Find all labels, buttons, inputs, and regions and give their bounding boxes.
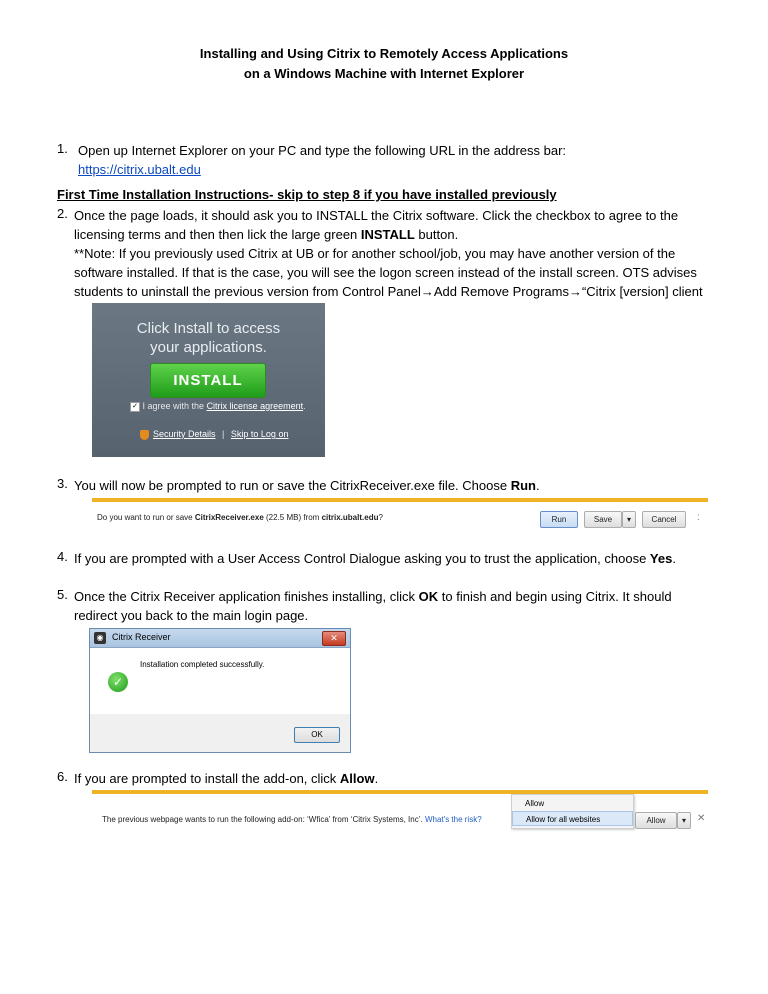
step6-number: 6. xyxy=(57,769,68,784)
step6-allow-bold: Allow xyxy=(339,771,375,786)
step4-text xyxy=(74,549,714,568)
license-agree-row xyxy=(130,401,306,412)
step1-instruction: Open up Internet Explorer on your PC and type the following URL in the address bar: xyxy=(78,143,567,158)
chevron-down-icon: ▾ xyxy=(681,816,686,825)
step5-text xyxy=(74,587,714,625)
license-checkbox[interactable]: ✓ xyxy=(130,402,140,412)
step6-text xyxy=(74,769,714,788)
run-button[interactable]: Run xyxy=(540,511,578,528)
skip-to-logon-link[interactable]: Skip to Log on xyxy=(230,429,289,439)
whats-the-risk-link[interactable]: What's the risk? xyxy=(425,815,482,824)
menu-item-allow[interactable]: Allow xyxy=(525,799,545,808)
citrix-logo-icon: ◉ xyxy=(94,632,106,644)
step5-ok-bold: OK xyxy=(418,589,439,604)
save-dropdown-button[interactable] xyxy=(622,511,636,528)
step4-text-a: If you are prompted with a User Access Control Dialogue asking you to trust the application, choose xyxy=(74,551,650,566)
link-divider: | xyxy=(222,429,225,439)
download-filename: CitrixReceiver.exe xyxy=(194,513,264,522)
menu-item-allow-all[interactable]: Allow for all websites xyxy=(512,811,633,826)
cancel-button[interactable]: Cancel xyxy=(642,511,686,528)
download-q-a: Do you want to run or save xyxy=(97,513,195,522)
install-button[interactable]: INSTALL xyxy=(150,363,266,398)
download-question xyxy=(97,513,383,522)
step1-number: 1. xyxy=(57,141,68,156)
step5-number: 5. xyxy=(57,587,68,602)
step3-text xyxy=(74,476,714,495)
dialog-titlebar xyxy=(90,629,350,648)
step2-text-a: Once the page loads, it should ask you to INSTALL the Citrix software. Click the checkbox to agree to the licensing terms and then then lick the large green xyxy=(74,208,679,242)
doc-title-line1: Installing and Using Citrix to Remotely Access Applications xyxy=(199,46,569,61)
allow-dropdown-button[interactable] xyxy=(677,812,691,829)
dialog-message: Installation completed successfully. xyxy=(140,660,265,669)
ie-addon-bar-screenshot xyxy=(92,790,708,834)
first-time-install-heading: First Time Installation Instructions- skip to step 8 if you have installed previously xyxy=(57,187,557,202)
security-links xyxy=(140,429,288,440)
step3-run-bold: Run xyxy=(510,478,536,493)
download-q-c: ? xyxy=(378,513,383,522)
install-heading: Click Install to access your applications. xyxy=(136,320,281,356)
doc-title-line2: on a Windows Machine with Internet Explorer xyxy=(243,66,525,81)
step4-yes-bold: Yes xyxy=(649,551,673,566)
step6-text-a: If you are prompted to install the add-on, click xyxy=(74,771,340,786)
chevron-down-icon: ▾ xyxy=(626,515,631,524)
close-icon[interactable]: : xyxy=(697,512,700,523)
step5-text-b: to finish and begin using Citrix. It should redirect you back to the main login page. xyxy=(74,589,672,623)
step3-text-a: You will now be prompted to run or save the CitrixReceiver.exe file. Choose xyxy=(74,478,511,493)
save-button[interactable]: Save xyxy=(584,511,622,528)
step4-end: . xyxy=(672,551,676,566)
dialog-close-icon[interactable]: ✕ xyxy=(322,631,346,646)
allow-button[interactable]: Allow xyxy=(635,812,677,829)
step3-number: 3. xyxy=(57,476,68,491)
shield-icon xyxy=(140,430,149,440)
close-icon[interactable]: ✕ xyxy=(697,813,706,824)
dialog-ok-button[interactable]: OK xyxy=(294,727,340,743)
step2-install-bold: INSTALL xyxy=(360,227,415,242)
success-check-icon: ✓ xyxy=(108,672,128,692)
allow-dropdown-menu xyxy=(511,794,634,829)
download-q-b: (22.5 MB) from xyxy=(263,513,322,522)
dialog-body xyxy=(90,648,350,714)
step2-number: 2. xyxy=(57,206,68,221)
citrix-install-screenshot xyxy=(92,303,325,457)
step4-number: 4. xyxy=(57,549,68,564)
agree-suffix: . xyxy=(303,401,306,411)
citrix-url-link[interactable]: https://citrix.ubalt.edu xyxy=(78,162,201,177)
ie-download-bar-screenshot xyxy=(92,498,708,534)
step2-note: **Note: If you previously used Citrix at UB or for another school/job, you may have another version of the software installed. If that is the case, you will see the logon screen instead of the install screen. OTS advises students to uninstall the previous version from Control Panel→Add Remove Programs→“Citrix [version] client xyxy=(74,246,703,299)
agree-prefix: I agree with the xyxy=(142,401,207,411)
license-agreement-link[interactable]: Citrix license agreement xyxy=(206,401,304,411)
step3-end: . xyxy=(535,478,540,493)
addon-question: The previous webpage wants to run the following add-on: ‘Wfica’ from ‘Citrix Systems, Inc’. xyxy=(102,815,423,824)
step1-text xyxy=(78,141,718,179)
security-details-link[interactable]: Security Details xyxy=(153,429,216,439)
download-host: citrix.ubalt.edu xyxy=(321,513,379,522)
step5-text-a: Once the Citrix Receiver application finishes installing, click xyxy=(74,589,419,604)
step2-text xyxy=(74,206,714,301)
dialog-title: Citrix Receiver xyxy=(112,632,171,642)
citrix-receiver-dialog-screenshot xyxy=(89,628,351,753)
step2-text-b: button. xyxy=(414,227,459,242)
step6-end: . xyxy=(374,771,379,786)
